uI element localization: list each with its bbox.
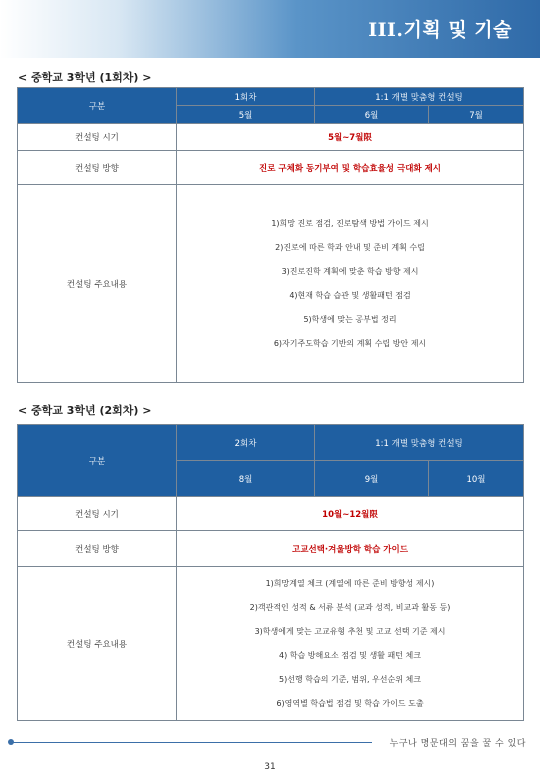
content-item: 6)자기주도학습 기반의 계획 수립 방안 제시 xyxy=(273,338,427,348)
section2-table xyxy=(17,424,524,721)
section2-title: < 중학교 3학년 (2회차) > xyxy=(18,404,152,417)
contents-cell xyxy=(177,185,524,383)
round-header: 1회차 xyxy=(177,88,315,106)
content-item: 3)진로진학 계획에 맞춘 학습 방향 제시 xyxy=(281,266,419,276)
content-item: 4)현재 학습 습관 및 생활패턴 점검 xyxy=(289,290,411,300)
direction-value: 고교선택·겨울방학 학습 가이드 xyxy=(177,531,524,567)
content-item: 1)희망 진로 점검, 진로탐색 방법 가이드 제시 xyxy=(271,218,429,228)
direction-label: 컨설팅 방향 xyxy=(18,531,177,567)
content-item: 2)객관적인 성적 & 서류 분석 (교과 성적, 비교과 활동 등) xyxy=(249,602,451,612)
section1-table xyxy=(17,87,524,383)
footer-slogan: 누구나 명문대의 꿈을 꿀 수 있다 xyxy=(389,739,526,749)
content-item: 5)학생에 맞는 공부법 정리 xyxy=(303,314,397,324)
category-header: 구분 xyxy=(18,425,177,497)
direction-label: 컨설팅 방향 xyxy=(18,151,177,185)
contents-label: 컨설팅 주요내용 xyxy=(18,185,177,383)
timing-value: 10월~12월限 xyxy=(177,497,524,531)
contents-cell xyxy=(177,567,524,721)
content-item: 5)선행 학습의 기준, 범위, 우선순위 체크 xyxy=(279,674,421,684)
footer-divider xyxy=(12,742,372,743)
content-item: 3)학생에게 맞는 고교유형 추천 및 고교 선택 기준 제시 xyxy=(254,626,446,636)
month-header: 7월 xyxy=(429,106,524,124)
page-number: 31 xyxy=(264,762,276,772)
month-header: 10월 xyxy=(429,461,524,497)
category-header: 구분 xyxy=(18,88,177,124)
month-header: 8월 xyxy=(177,461,315,497)
content-item: 1)희망계열 체크 (계열에 따른 준비 방향성 제시) xyxy=(265,578,435,588)
timing-label: 컨설팅 시기 xyxy=(18,497,177,531)
month-header: 6월 xyxy=(315,106,429,124)
timing-label: 컨설팅 시기 xyxy=(18,124,177,151)
content-item: 6)영역별 학습법 점검 및 학습 가이드 도출 xyxy=(276,698,424,708)
content-item: 4) 학습 방해요소 점검 및 생활 패턴 체크 xyxy=(279,650,421,660)
timing-value: 5월~7월限 xyxy=(177,124,524,151)
month-header: 9월 xyxy=(315,461,429,497)
month-header: 5월 xyxy=(177,106,315,124)
consulting-type-header: 1:1 개별 맞춤형 컨설팅 xyxy=(315,88,524,106)
direction-value: 진로 구체화 동기부여 및 학습효율성 극대화 제시 xyxy=(177,151,524,185)
chapter-title: III.기획 및 기술 xyxy=(368,19,512,41)
contents-label: 컨설팅 주요내용 xyxy=(18,567,177,721)
content-item: 2)진로에 따른 학과 안내 및 준비 계획 수립 xyxy=(275,242,425,252)
round-header: 2회차 xyxy=(177,425,315,461)
consulting-type-header: 1:1 개별 맞춤형 컨설팅 xyxy=(315,425,524,461)
section1-title: < 중학교 3학년 (1회차) > xyxy=(18,71,152,84)
